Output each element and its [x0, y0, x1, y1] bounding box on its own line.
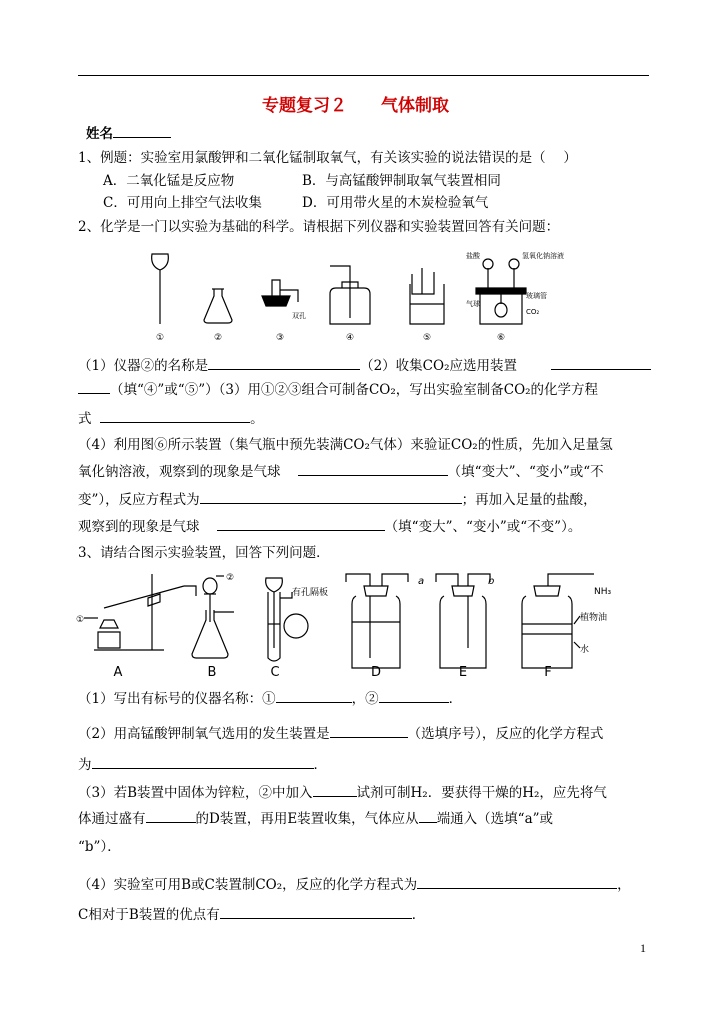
- setup-letter-f: F: [544, 665, 552, 680]
- q2-p1c: （填“④”或“⑤”）（3）用①②③组合可制备CO₂，写出实验室制备CO₂的化学方程: [110, 382, 599, 398]
- q3-blank-1[interactable]: [276, 689, 352, 703]
- q2-stem: 2、化学是一门以实验为基础的科学。请根据下列仪器和实验装置回答有关问题：: [78, 219, 560, 235]
- q3-p4a: （4）实验室可用B或C装置制CO₂，反应的化学方程式为: [78, 877, 418, 893]
- q3-blank-7[interactable]: [419, 809, 437, 823]
- fig-label-3: ③: [275, 333, 285, 343]
- setup-letter-a: A: [113, 665, 123, 680]
- fig6-naoh-label: 氢氧化钠溶液: [522, 252, 564, 260]
- setup-f-oil-label: 植物油: [580, 613, 608, 623]
- q2-p4b: 氧化钠溶液，观察到的现象是气球: [78, 464, 281, 480]
- setup-a-label-one: ①: [76, 615, 85, 625]
- q3-line-8: [78, 905, 425, 924]
- q1-option-b[interactable]: B．与高锰酸钾制取氧气装置相同: [302, 173, 501, 189]
- gas-bottle-4-icon: [330, 266, 370, 324]
- q2-p4c: （填“变大”、“变小”或“不: [447, 464, 604, 480]
- fig-label-2: ②: [213, 333, 223, 343]
- q2-p4f: 观察到的现象是气球: [78, 519, 200, 535]
- setup-letter-c: C: [270, 665, 280, 680]
- fig6-balloon-label: 气球: [466, 300, 480, 308]
- q3-blank-2[interactable]: [379, 689, 449, 703]
- q2-line-2: [78, 380, 598, 399]
- setup-f-nh3-label: NH₃: [594, 587, 612, 597]
- q3-line-7: [78, 875, 631, 894]
- q2-blank-2a[interactable]: [551, 356, 651, 375]
- setup-e-gas-bottle-icon: [436, 574, 490, 668]
- page-number: 1: [640, 941, 646, 955]
- q1-option-a[interactable]: A．二氧化锰是反应物: [103, 173, 235, 189]
- q3-p2b: （选填序号），反应的化学方程式: [407, 726, 604, 742]
- setup-letter-d: D: [370, 665, 382, 680]
- fig3-two-hole-label: 双孔: [292, 312, 306, 320]
- fig-label-1: ①: [155, 333, 165, 343]
- q3-blank-5[interactable]: [313, 783, 357, 797]
- q2-line-1: [78, 356, 517, 375]
- setup-d-wash-bottle-icon: [346, 574, 408, 668]
- q3-p1a: （1）写出有标号的仪器名称：①: [78, 691, 276, 707]
- gas-bottle-5-icon: [410, 268, 444, 324]
- q2-line-6: [78, 490, 597, 509]
- q3-p2a: （2）用高锰酸钾制氧气选用的发生装置是: [78, 726, 330, 742]
- q3-blank-8[interactable]: [417, 875, 617, 889]
- q2-blank-1[interactable]: [208, 356, 360, 370]
- q3-stem: 3、请结合图示实验装置，回答下列问题．: [78, 545, 330, 561]
- q3-p1c: ．: [448, 691, 463, 707]
- q2-blank-2b[interactable]: [78, 380, 110, 394]
- q3-p4b: ，: [617, 877, 631, 893]
- q3-line-6: “b”）．: [78, 839, 121, 855]
- name-blank[interactable]: [113, 124, 171, 138]
- q2-p4g: （填“变大”、“变小”或“不变”）。: [384, 519, 582, 535]
- q2-line-5: [78, 462, 604, 481]
- q2-p1e: 。: [250, 411, 264, 427]
- setup-b-label-two: ②: [226, 573, 235, 583]
- q2-blank-4[interactable]: [298, 462, 448, 476]
- header-rule: [78, 75, 649, 76]
- funnel-1-icon: [152, 254, 169, 324]
- q3-p4d: ．: [411, 907, 426, 923]
- q3-p2d: ．: [313, 757, 327, 773]
- setup-letter-e: E: [458, 665, 468, 680]
- q3-line-4: [78, 783, 607, 802]
- co2-balloon-apparatus-icon: [476, 259, 526, 324]
- fig-label-6: ⑥: [496, 333, 506, 343]
- q2-p1d: 式: [78, 411, 92, 427]
- page-title: 专题复习２ 气体制取: [262, 96, 449, 116]
- q2-p1b: （2）收集CO₂应选用装置: [360, 358, 517, 374]
- q2-blank-3[interactable]: [100, 409, 250, 423]
- q2-line-7: [78, 517, 581, 536]
- fig6-hcl-label: 盐酸: [466, 252, 480, 260]
- q1-option-d[interactable]: D．可用带火星的木炭检验氧气: [302, 195, 489, 211]
- setup-f-water-label: 水: [580, 645, 590, 655]
- q3-p1b: ，②: [351, 691, 379, 707]
- q3-blank-9[interactable]: [220, 905, 412, 919]
- q3-p4c: C相对于B装置的优点有: [78, 907, 220, 923]
- q3-p3e: 端通入（选填“a”或: [436, 811, 554, 827]
- q3-p3b: 试剂可制H₂．要获得干燥的H₂，应先将气: [356, 785, 607, 801]
- q3-line-5: [78, 809, 553, 828]
- q1-option-c[interactable]: C．可用向上排空气法收集: [103, 195, 262, 211]
- q3-blank-3[interactable]: [330, 724, 408, 738]
- q2-line-3: [78, 409, 264, 428]
- fig-label-4: ④: [345, 333, 355, 343]
- q3-apparatus-figure: [74, 568, 634, 684]
- q3-p3a: （3）若B装置中固体为锌粒，②中加入: [78, 785, 313, 801]
- q3-blank-6[interactable]: [146, 809, 196, 823]
- name-line: [86, 124, 171, 143]
- setup-a-heating-icon: [84, 574, 196, 650]
- setup-e-label-a: a: [418, 576, 425, 587]
- setup-b-flask-funnel-icon: [192, 576, 234, 658]
- q1-stem: 1、例题：实验室用氯酸钾和二氧化锰制取氧气，有关该实验的说法错误的是（ ）: [78, 150, 577, 166]
- q3-p2c: 为: [78, 757, 92, 773]
- q3-line-3: [78, 755, 327, 774]
- setup-e-label-b: b: [488, 576, 495, 587]
- q3-p3c: 体通过盛有: [78, 811, 146, 827]
- q2-p4d: 变”），反应方程式为: [78, 492, 200, 508]
- fig-label-5: ⑤: [422, 333, 432, 343]
- setup-letter-b: B: [207, 665, 217, 680]
- q2-blank-6[interactable]: [217, 517, 385, 531]
- setup-c-plate-label: 有孔隔板: [292, 588, 329, 598]
- q3-blank-4[interactable]: [92, 755, 314, 769]
- q2-p4e: ；再加入足量的盐酸，: [461, 492, 597, 508]
- q2-apparatus-figure: [130, 244, 570, 346]
- two-hole-stopper-icon: [262, 280, 298, 306]
- q3-line-2: [78, 724, 603, 743]
- q2-line-4: （4）利用图⑥所示装置（集气瓶中预先装满CO₂气体）来验证CO₂的性质，先加入足量氢: [78, 437, 613, 453]
- q3-p3d: 的D装置，再用E装置收集，气体应从: [195, 811, 419, 827]
- conical-flask-icon: [204, 289, 232, 323]
- q2-p1a: （1）仪器②的名称是: [78, 358, 209, 374]
- q3-line-1: [78, 689, 462, 708]
- name-label: 姓名: [86, 126, 113, 142]
- fig6-co2-label: CO₂: [526, 308, 540, 316]
- fig6-tube-label: 玻璃管: [526, 292, 547, 300]
- q2-blank-5[interactable]: [200, 490, 462, 504]
